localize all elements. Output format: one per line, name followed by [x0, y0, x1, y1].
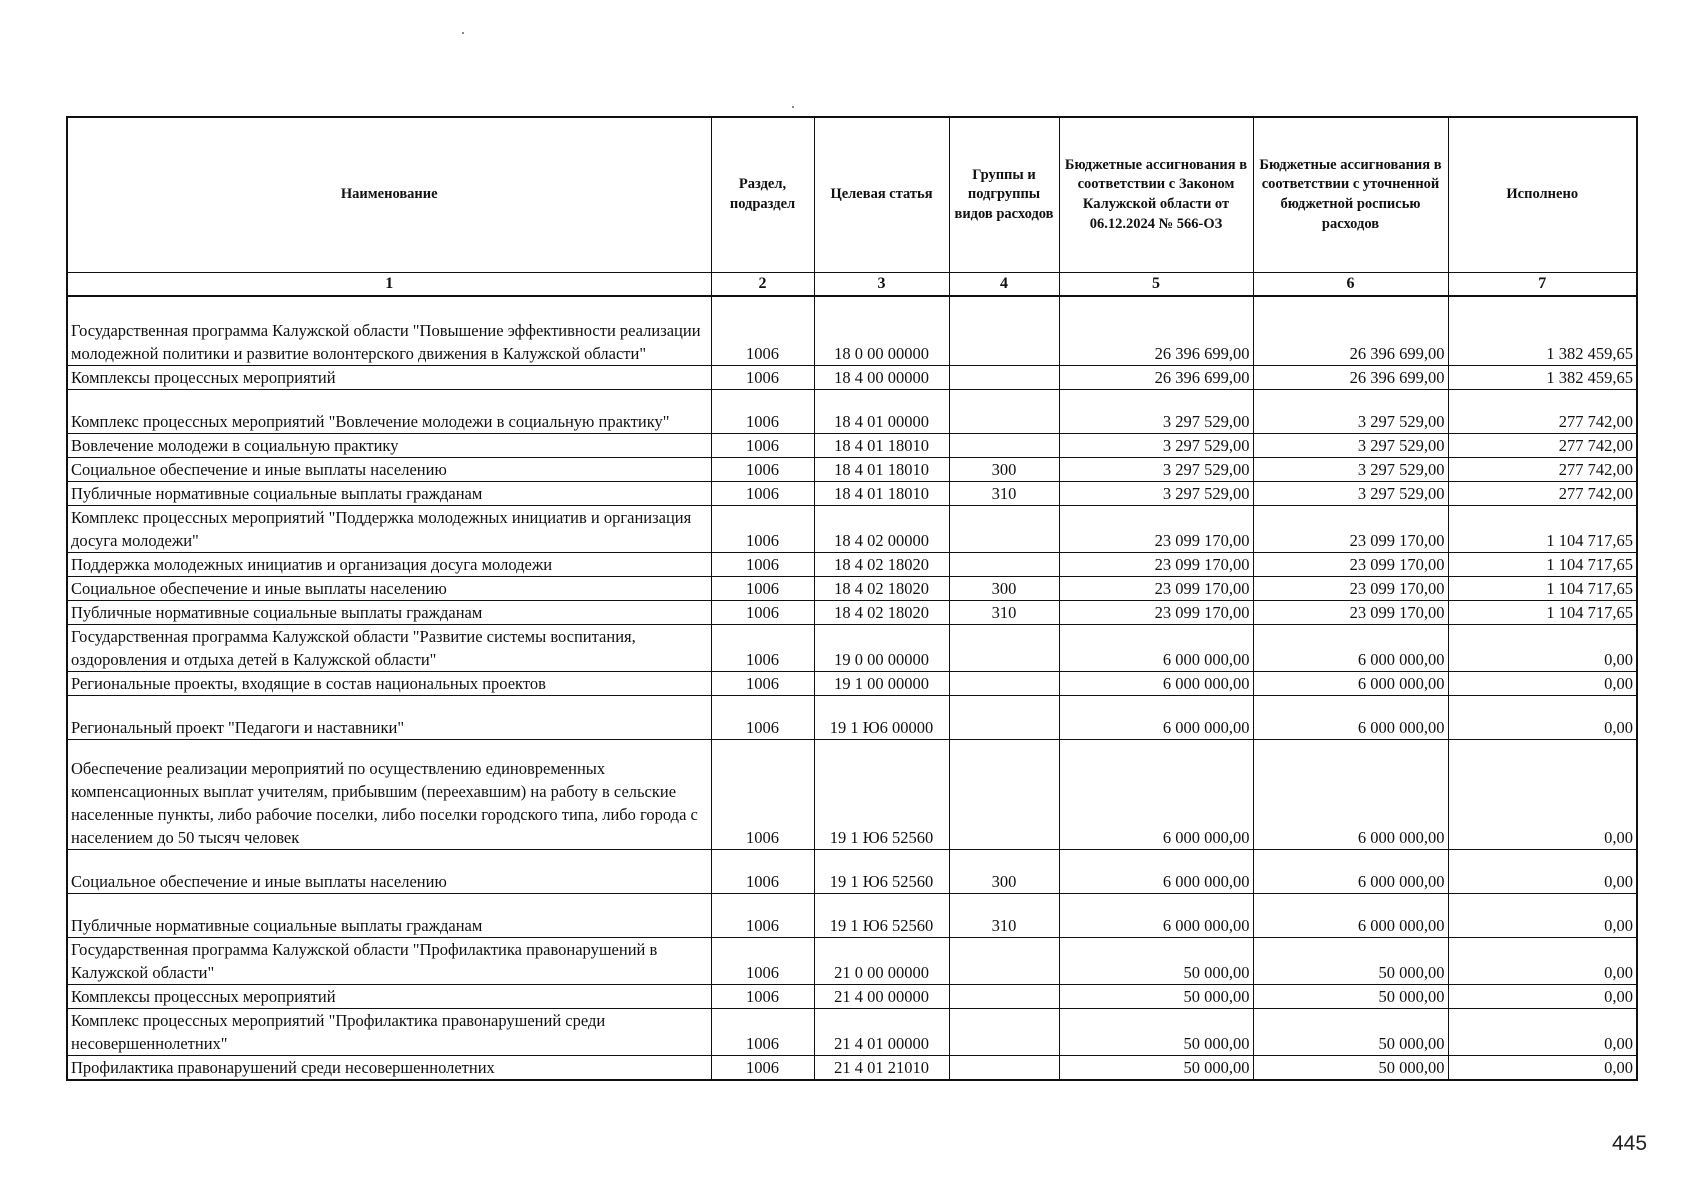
row-section: 1006 [711, 740, 814, 850]
row-expense-group: 310 [949, 601, 1059, 625]
row-name: Вовлечение молодежи в социальную практику [67, 434, 711, 458]
row-expense-group [949, 625, 1059, 672]
table-row [67, 296, 1637, 366]
row-expense-group [949, 553, 1059, 577]
header-law-allocation: Бюджетные ассигнования в соответствии с Законом Калужской области от 06.12.2024 № 566-ОЗ [1059, 117, 1253, 273]
row-name: Комплекс процессных мероприятий "Вовлечение молодежи в социальную практику" [67, 390, 711, 434]
table-row [67, 1056, 1637, 1081]
row-section: 1006 [711, 434, 814, 458]
row-expense-group [949, 434, 1059, 458]
row-law-allocation: 23 099 170,00 [1059, 506, 1253, 553]
column-number: 1 [67, 273, 711, 296]
row-executed: 277 742,00 [1448, 390, 1637, 434]
row-executed: 0,00 [1448, 672, 1637, 696]
row-expense-group [949, 672, 1059, 696]
row-executed: 1 104 717,65 [1448, 506, 1637, 553]
row-law-allocation: 6 000 000,00 [1059, 625, 1253, 672]
row-target-article: 19 1 Ю6 52560 [814, 850, 949, 894]
column-number: 3 [814, 273, 949, 296]
row-executed: 1 382 459,65 [1448, 366, 1637, 390]
row-target-article: 19 1 00 00000 [814, 672, 949, 696]
row-expense-group [949, 390, 1059, 434]
row-refined-allocation: 3 297 529,00 [1253, 458, 1448, 482]
row-target-article: 18 4 02 18020 [814, 553, 949, 577]
row-name: Государственная программа Калужской области "Развитие системы воспитания, оздоровления и отдыха детей в Калужской области" [67, 625, 711, 672]
row-refined-allocation: 26 396 699,00 [1253, 296, 1448, 366]
row-section: 1006 [711, 506, 814, 553]
row-name: Государственная программа Калужской области "Повышение эффективности реализации молодежной политики и развитие волонтерского движения в Калужской области" [67, 296, 711, 366]
header-row [67, 117, 1637, 273]
table-row [67, 938, 1637, 985]
row-section: 1006 [711, 482, 814, 506]
row-section: 1006 [711, 296, 814, 366]
row-expense-group [949, 696, 1059, 740]
row-target-article: 21 4 00 00000 [814, 985, 949, 1009]
row-name: Социальное обеспечение и иные выплаты населению [67, 850, 711, 894]
row-law-allocation: 23 099 170,00 [1059, 553, 1253, 577]
budget-execution-table [66, 116, 1638, 1081]
row-expense-group: 300 [949, 458, 1059, 482]
row-section: 1006 [711, 696, 814, 740]
row-refined-allocation: 50 000,00 [1253, 1009, 1448, 1056]
table-row [67, 625, 1637, 672]
row-executed: 0,00 [1448, 894, 1637, 938]
row-executed: 277 742,00 [1448, 458, 1637, 482]
row-expense-group [949, 506, 1059, 553]
row-refined-allocation: 6 000 000,00 [1253, 696, 1448, 740]
table-row [67, 985, 1637, 1009]
row-section: 1006 [711, 985, 814, 1009]
header-target: Целевая статья [814, 117, 949, 273]
row-law-allocation: 3 297 529,00 [1059, 390, 1253, 434]
row-target-article: 18 4 01 18010 [814, 458, 949, 482]
row-target-article: 21 4 01 21010 [814, 1056, 949, 1081]
row-section: 1006 [711, 577, 814, 601]
row-executed: 0,00 [1448, 1056, 1637, 1081]
row-section: 1006 [711, 625, 814, 672]
row-section: 1006 [711, 672, 814, 696]
row-refined-allocation: 6 000 000,00 [1253, 625, 1448, 672]
row-executed: 0,00 [1448, 740, 1637, 850]
table-body [67, 296, 1637, 1081]
row-executed: 0,00 [1448, 985, 1637, 1009]
row-law-allocation: 23 099 170,00 [1059, 577, 1253, 601]
row-law-allocation: 6 000 000,00 [1059, 696, 1253, 740]
row-target-article: 18 0 00 00000 [814, 296, 949, 366]
row-law-allocation: 6 000 000,00 [1059, 894, 1253, 938]
row-refined-allocation: 3 297 529,00 [1253, 434, 1448, 458]
row-refined-allocation: 3 297 529,00 [1253, 482, 1448, 506]
row-target-article: 18 4 01 00000 [814, 390, 949, 434]
table-row [67, 672, 1637, 696]
row-target-article: 21 0 00 00000 [814, 938, 949, 985]
row-section: 1006 [711, 553, 814, 577]
row-expense-group: 300 [949, 577, 1059, 601]
header-executed: Исполнено [1448, 117, 1637, 273]
row-name: Региональный проект "Педагоги и наставники" [67, 696, 711, 740]
table-row [67, 894, 1637, 938]
table-row [67, 482, 1637, 506]
table-row [67, 850, 1637, 894]
row-law-allocation: 50 000,00 [1059, 1009, 1253, 1056]
row-target-article: 19 1 Ю6 00000 [814, 696, 949, 740]
row-refined-allocation: 50 000,00 [1253, 938, 1448, 985]
row-law-allocation: 26 396 699,00 [1059, 366, 1253, 390]
header-refined-allocation: Бюджетные ассигнования в соответствии с уточненной бюджетной росписью расходов [1253, 117, 1448, 273]
row-expense-group [949, 985, 1059, 1009]
row-expense-group: 310 [949, 894, 1059, 938]
row-expense-group [949, 1009, 1059, 1056]
row-section: 1006 [711, 366, 814, 390]
table-row [67, 434, 1637, 458]
row-refined-allocation: 50 000,00 [1253, 985, 1448, 1009]
row-expense-group [949, 1056, 1059, 1081]
column-number: 7 [1448, 273, 1637, 296]
row-refined-allocation: 23 099 170,00 [1253, 601, 1448, 625]
row-expense-group [949, 366, 1059, 390]
row-expense-group [949, 296, 1059, 366]
row-name: Публичные нормативные социальные выплаты гражданам [67, 894, 711, 938]
row-executed: 277 742,00 [1448, 482, 1637, 506]
header-group: Группы и подгруппы видов расходов [949, 117, 1059, 273]
row-law-allocation: 6 000 000,00 [1059, 672, 1253, 696]
table-row [67, 506, 1637, 553]
column-number: 4 [949, 273, 1059, 296]
row-name: Обеспечение реализации мероприятий по осуществлению единовременных компенсационных выплат учителям, прибывшим (переехавшим) на работу в сельские населенные пункты, либо рабочие поселки, либо поселки городского типа, либо города с населением до 50 тысяч человек [67, 740, 711, 850]
row-refined-allocation: 50 000,00 [1253, 1056, 1448, 1081]
row-name: Профилактика правонарушений среди несовершеннолетних [67, 1056, 711, 1081]
row-target-article: 18 4 02 18020 [814, 601, 949, 625]
row-refined-allocation: 23 099 170,00 [1253, 553, 1448, 577]
row-expense-group [949, 938, 1059, 985]
column-number: 6 [1253, 273, 1448, 296]
header-name: Наименование [67, 117, 711, 273]
table-row [67, 390, 1637, 434]
row-target-article: 21 4 01 00000 [814, 1009, 949, 1056]
row-executed: 0,00 [1448, 850, 1637, 894]
row-name: Комплекс процессных мероприятий "Поддержка молодежных инициатив и организация досуга молодежи" [67, 506, 711, 553]
row-executed: 0,00 [1448, 696, 1637, 740]
row-section: 1006 [711, 938, 814, 985]
row-refined-allocation: 6 000 000,00 [1253, 894, 1448, 938]
row-law-allocation: 6 000 000,00 [1059, 850, 1253, 894]
budget-table-container [66, 116, 1636, 1081]
row-target-article: 18 4 00 00000 [814, 366, 949, 390]
row-law-allocation: 3 297 529,00 [1059, 482, 1253, 506]
row-name: Региональные проекты, входящие в состав национальных проектов [67, 672, 711, 696]
table-row [67, 601, 1637, 625]
row-law-allocation: 50 000,00 [1059, 1056, 1253, 1081]
table-row [67, 458, 1637, 482]
page-number: 445 [1612, 1132, 1648, 1155]
row-name: Комплекс процессных мероприятий "Профилактика правонарушений среди несовершеннолетних" [67, 1009, 711, 1056]
row-executed: 1 104 717,65 [1448, 577, 1637, 601]
row-executed: 277 742,00 [1448, 434, 1637, 458]
row-name: Публичные нормативные социальные выплаты гражданам [67, 601, 711, 625]
row-target-article: 19 0 00 00000 [814, 625, 949, 672]
row-law-allocation: 26 396 699,00 [1059, 296, 1253, 366]
row-expense-group [949, 740, 1059, 850]
row-name: Комплексы процессных мероприятий [67, 366, 711, 390]
row-name: Социальное обеспечение и иные выплаты населению [67, 458, 711, 482]
row-executed: 1 382 459,65 [1448, 296, 1637, 366]
row-section: 1006 [711, 601, 814, 625]
row-name: Публичные нормативные социальные выплаты гражданам [67, 482, 711, 506]
row-law-allocation: 3 297 529,00 [1059, 434, 1253, 458]
scan-speck [462, 32, 464, 34]
row-target-article: 18 4 01 18010 [814, 434, 949, 458]
row-refined-allocation: 23 099 170,00 [1253, 506, 1448, 553]
row-law-allocation: 50 000,00 [1059, 985, 1253, 1009]
row-name: Государственная программа Калужской области "Профилактика правонарушений в Калужской области" [67, 938, 711, 985]
row-section: 1006 [711, 1009, 814, 1056]
table-row [67, 553, 1637, 577]
row-section: 1006 [711, 850, 814, 894]
row-refined-allocation: 6 000 000,00 [1253, 740, 1448, 850]
row-refined-allocation: 6 000 000,00 [1253, 850, 1448, 894]
row-executed: 0,00 [1448, 625, 1637, 672]
row-target-article: 19 1 Ю6 52560 [814, 740, 949, 850]
scan-speck [792, 106, 794, 108]
table-row [67, 366, 1637, 390]
row-law-allocation: 23 099 170,00 [1059, 601, 1253, 625]
row-executed: 1 104 717,65 [1448, 553, 1637, 577]
header-section: Раздел, подраздел [711, 117, 814, 273]
row-target-article: 18 4 01 18010 [814, 482, 949, 506]
row-target-article: 18 4 02 00000 [814, 506, 949, 553]
table-row [67, 740, 1637, 850]
row-target-article: 19 1 Ю6 52560 [814, 894, 949, 938]
row-section: 1006 [711, 894, 814, 938]
column-number: 2 [711, 273, 814, 296]
table-row [67, 1009, 1637, 1056]
column-number-row [67, 273, 1637, 296]
table-row [67, 696, 1637, 740]
row-section: 1006 [711, 458, 814, 482]
row-target-article: 18 4 02 18020 [814, 577, 949, 601]
row-section: 1006 [711, 1056, 814, 1081]
row-expense-group: 300 [949, 850, 1059, 894]
row-expense-group: 310 [949, 482, 1059, 506]
row-executed: 1 104 717,65 [1448, 601, 1637, 625]
row-section: 1006 [711, 390, 814, 434]
table-row [67, 577, 1637, 601]
row-refined-allocation: 26 396 699,00 [1253, 366, 1448, 390]
row-refined-allocation: 23 099 170,00 [1253, 577, 1448, 601]
row-law-allocation: 3 297 529,00 [1059, 458, 1253, 482]
column-number: 5 [1059, 273, 1253, 296]
row-law-allocation: 6 000 000,00 [1059, 740, 1253, 850]
row-name: Комплексы процессных мероприятий [67, 985, 711, 1009]
row-refined-allocation: 3 297 529,00 [1253, 390, 1448, 434]
row-name: Социальное обеспечение и иные выплаты населению [67, 577, 711, 601]
row-executed: 0,00 [1448, 938, 1637, 985]
row-name: Поддержка молодежных инициатив и организация досуга молодежи [67, 553, 711, 577]
row-executed: 0,00 [1448, 1009, 1637, 1056]
row-refined-allocation: 6 000 000,00 [1253, 672, 1448, 696]
row-law-allocation: 50 000,00 [1059, 938, 1253, 985]
